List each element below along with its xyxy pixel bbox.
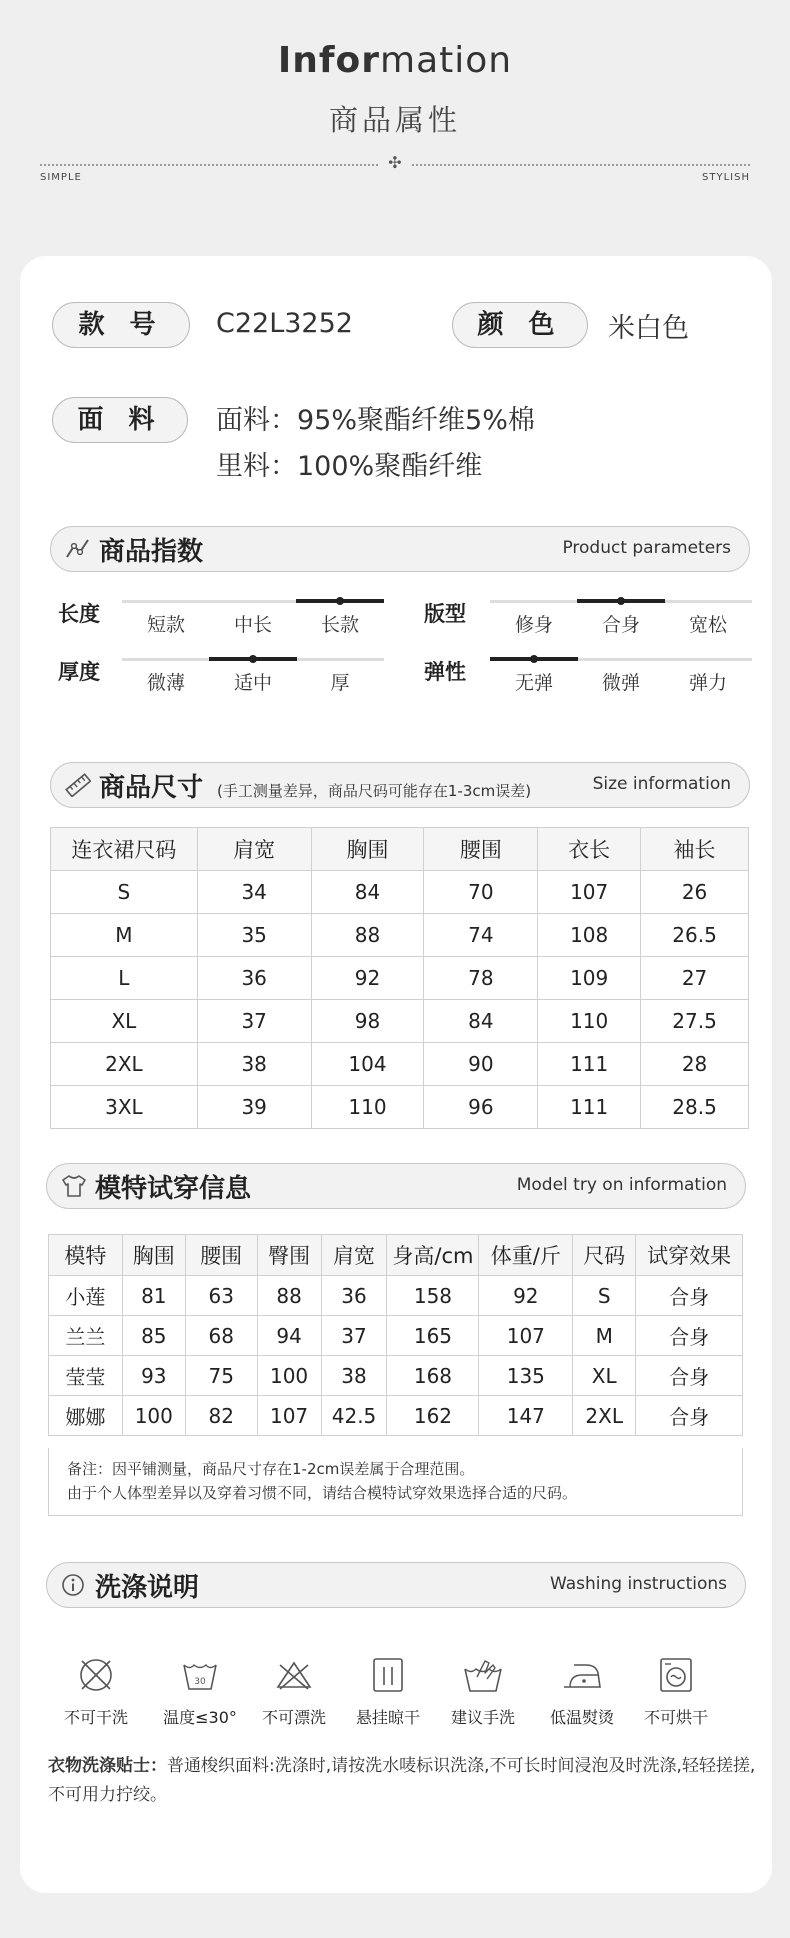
wash-tip [48,1752,758,1810]
wash-label: 建议手洗 [450,1708,515,1727]
size-cell: 111 [538,1043,641,1086]
model-title: 模特试穿信息 [95,1174,252,1204]
table-row [51,871,749,914]
model-header-cell: 臀围 [257,1235,321,1276]
size-header-cell: 腰围 [424,828,538,871]
size-title: 商品尺寸 (手工测量差异，商品尺码可能存在1-3cm误差) [99,773,532,803]
size-table-header [51,828,749,871]
size-cell: 110 [311,1086,424,1129]
model-cell: 162 [387,1396,479,1436]
model-cell: 88 [257,1276,321,1316]
model-cell: XL [573,1356,636,1396]
wash-item [538,1655,626,1728]
params-title-en: Product parameters [562,538,731,558]
model-table [48,1234,743,1436]
wash-item [52,1655,140,1728]
fabric-label: 面 料 [52,397,188,443]
size-cell: 88 [311,914,424,957]
size-title-en: Size information [592,774,731,794]
model-cell: 68 [185,1316,257,1356]
model-cell: 100 [257,1356,321,1396]
model-cell: 合身 [636,1276,743,1316]
param-label-thickness: 厚度 [58,660,100,684]
fabric-line-1: 面料：95%聚酯纤维5%棉 [216,405,535,436]
model-section-header [46,1163,746,1209]
svg-text:30: 30 [194,1677,206,1687]
model-note-line-2: 由于个人体型差异以及穿着习惯不同，请结合模特试穿效果选择合适的尺码。 [67,1484,578,1502]
model-cell: 37 [321,1316,387,1356]
page-title-en: Information [277,40,513,81]
wash-item [250,1655,338,1728]
size-cell: 90 [424,1043,538,1086]
table-row [51,1086,749,1129]
param-option: 无弹 [514,672,553,694]
model-cell: 85 [122,1316,185,1356]
size-cell: 27.5 [641,1000,749,1043]
no-tumble-dry-icon [656,1655,696,1695]
size-cell: 84 [424,1000,538,1043]
size-section-header [50,762,750,808]
param-option: 微弹 [601,672,640,694]
size-cell: 107 [538,871,641,914]
trend-icon [65,537,91,561]
param-option: 修身 [514,614,553,636]
table-row [49,1276,743,1316]
table-row [49,1316,743,1356]
model-cell: 合身 [636,1316,743,1356]
size-note: (手工测量差异，商品尺码可能存在1-3cm误差) [217,782,532,800]
size-cell: 96 [424,1086,538,1129]
table-row [51,957,749,1000]
wash-label: 温度≤30° [163,1708,237,1727]
param-option: 合身 [601,614,640,636]
color-label: 颜 色 [452,302,588,348]
size-cell: 28 [641,1043,749,1086]
style-number-label: 款 号 [52,302,190,348]
fabric-line-2: 里料：100%聚酯纤维 [216,451,483,482]
param-track-thickness [122,658,384,661]
size-header-cell: 连衣裙尺码 [51,828,198,871]
model-cell: 38 [321,1356,387,1396]
wash-label: 悬挂晾干 [355,1708,420,1727]
param-option: 短款 [146,614,185,636]
wash-item [632,1655,720,1728]
param-label-length: 长度 [58,602,100,626]
param-label-elasticity: 弹性 [424,660,466,684]
model-cell: 81 [122,1276,185,1316]
size-cell: 36 [197,957,311,1000]
size-cell: 34 [197,871,311,914]
size-cell: 104 [311,1043,424,1086]
size-cell: 74 [424,914,538,957]
model-cell: 168 [387,1356,479,1396]
ruler-icon [65,773,91,797]
size-cell: 84 [311,871,424,914]
model-cell: 93 [122,1356,185,1396]
hang-dry-icon [368,1655,408,1695]
table-row [51,1043,749,1086]
size-cell: 78 [424,957,538,1000]
param-track-elasticity [490,658,752,661]
size-cell: 37 [197,1000,311,1043]
wash-tip-text: 普通梭织面料:洗涤时,请按洗水唛标识洗涤,不可长时间浸泡及时洗涤,轻轻搓搓,不可用力拧绞。 [48,1756,756,1805]
wash-item [156,1655,244,1728]
hand-wash-icon [461,1655,505,1695]
model-header-cell: 腰围 [185,1235,257,1276]
table-row [51,914,749,957]
size-cell: 39 [197,1086,311,1129]
low-iron-icon [560,1655,604,1695]
size-cell: 28.5 [641,1086,749,1129]
size-cell: 108 [538,914,641,957]
model-cell: 107 [257,1396,321,1436]
param-option: 宽松 [688,614,727,636]
tshirt-icon [61,1174,87,1198]
page-title-cn: 商品属性 [328,103,461,137]
size-cell: 109 [538,957,641,1000]
model-cell: M [573,1316,636,1356]
model-cell: 63 [185,1276,257,1316]
model-cell: 94 [257,1316,321,1356]
param-option: 微薄 [146,672,185,694]
model-cell: 小莲 [49,1276,123,1316]
wash-label: 不可干洗 [63,1708,128,1727]
no-bleach-icon [274,1655,314,1695]
table-row [51,1000,749,1043]
model-note [48,1448,743,1516]
model-cell: 36 [321,1276,387,1316]
model-cell: 158 [387,1276,479,1316]
params-title: 商品指数 [99,537,204,567]
table-row [49,1396,743,1436]
model-cell: 100 [122,1396,185,1436]
param-option: 弹力 [688,672,727,694]
wash-item [439,1655,527,1728]
model-cell: 92 [479,1276,573,1316]
model-header-cell: 模特 [49,1235,123,1276]
model-cell: S [573,1276,636,1316]
wash-item [344,1655,432,1728]
wash-label: 不可烘干 [643,1708,708,1727]
no-dry-clean-icon [76,1655,116,1695]
model-cell: 75 [185,1356,257,1396]
style-number-value: C22L3252 [216,308,353,339]
wash-label: 低温熨烫 [549,1708,614,1727]
model-header-cell: 肩宽 [321,1235,387,1276]
simple-tag: SIMPLE [40,172,82,183]
divider-right [412,164,750,166]
model-header-cell: 试穿效果 [636,1235,743,1276]
model-cell: 莹莹 [49,1356,123,1396]
size-cell: 2XL [51,1043,198,1086]
model-cell: 147 [479,1396,573,1436]
model-cell: 合身 [636,1396,743,1436]
info-icon [61,1573,87,1597]
size-cell: 70 [424,871,538,914]
model-table-header [49,1235,743,1276]
color-value: 米白色 [608,313,689,344]
size-cell: 38 [197,1043,311,1086]
model-cell: 合身 [636,1356,743,1396]
size-header-cell: 胸围 [311,828,424,871]
size-header-cell: 袖长 [641,828,749,871]
model-cell: 42.5 [321,1396,387,1436]
size-cell: 26.5 [641,914,749,957]
model-cell: 82 [185,1396,257,1436]
model-title-en: Model try on information [516,1175,727,1195]
stylish-tag: STYLISH [702,172,750,183]
divider-left [40,164,378,166]
param-track-length [122,600,384,603]
model-cell: 2XL [573,1396,636,1436]
model-header-cell: 身高/cm [387,1235,479,1276]
wash-label: 不可漂洗 [261,1708,326,1727]
model-cell: 娜娜 [49,1396,123,1436]
size-cell: 35 [197,914,311,957]
param-option: 适中 [233,672,272,694]
model-header-cell: 体重/斤 [479,1235,573,1276]
size-header-cell: 肩宽 [197,828,311,871]
size-cell: M [51,914,198,957]
size-cell: 110 [538,1000,641,1043]
size-cell: 26 [641,871,749,914]
model-cell: 135 [479,1356,573,1396]
size-cell: XL [51,1000,198,1043]
model-cell: 107 [479,1316,573,1356]
wash-title-en: Washing instructions [549,1574,727,1594]
ornament-icon: ✣ [388,153,402,172]
model-cell: 兰兰 [49,1316,123,1356]
size-cell: 92 [311,957,424,1000]
wash-title: 洗涤说明 [95,1573,200,1603]
param-option: 长款 [320,614,359,636]
params-section-header [50,526,750,572]
size-cell: 98 [311,1000,424,1043]
size-cell: L [51,957,198,1000]
size-header-cell: 衣长 [538,828,641,871]
model-note-line-1: 备注：因平铺测量，商品尺寸存在1-2cm误差属于合理范围。 [67,1460,475,1478]
wash-30-icon [180,1655,220,1695]
model-header-cell: 尺码 [573,1235,636,1276]
param-option: 中长 [233,614,272,636]
size-cell: 3XL [51,1086,198,1129]
wash-tip-label: 衣物洗涤贴士： [48,1756,167,1776]
param-option: 厚 [330,672,350,694]
param-track-fit [490,600,752,603]
size-cell: 27 [641,957,749,1000]
wash-section-header [46,1562,746,1608]
size-table [50,827,749,1129]
model-header-cell: 胸围 [122,1235,185,1276]
size-cell: S [51,871,198,914]
model-cell: 165 [387,1316,479,1356]
size-cell: 111 [538,1086,641,1129]
param-label-fit: 版型 [424,602,466,626]
table-row [49,1356,743,1396]
